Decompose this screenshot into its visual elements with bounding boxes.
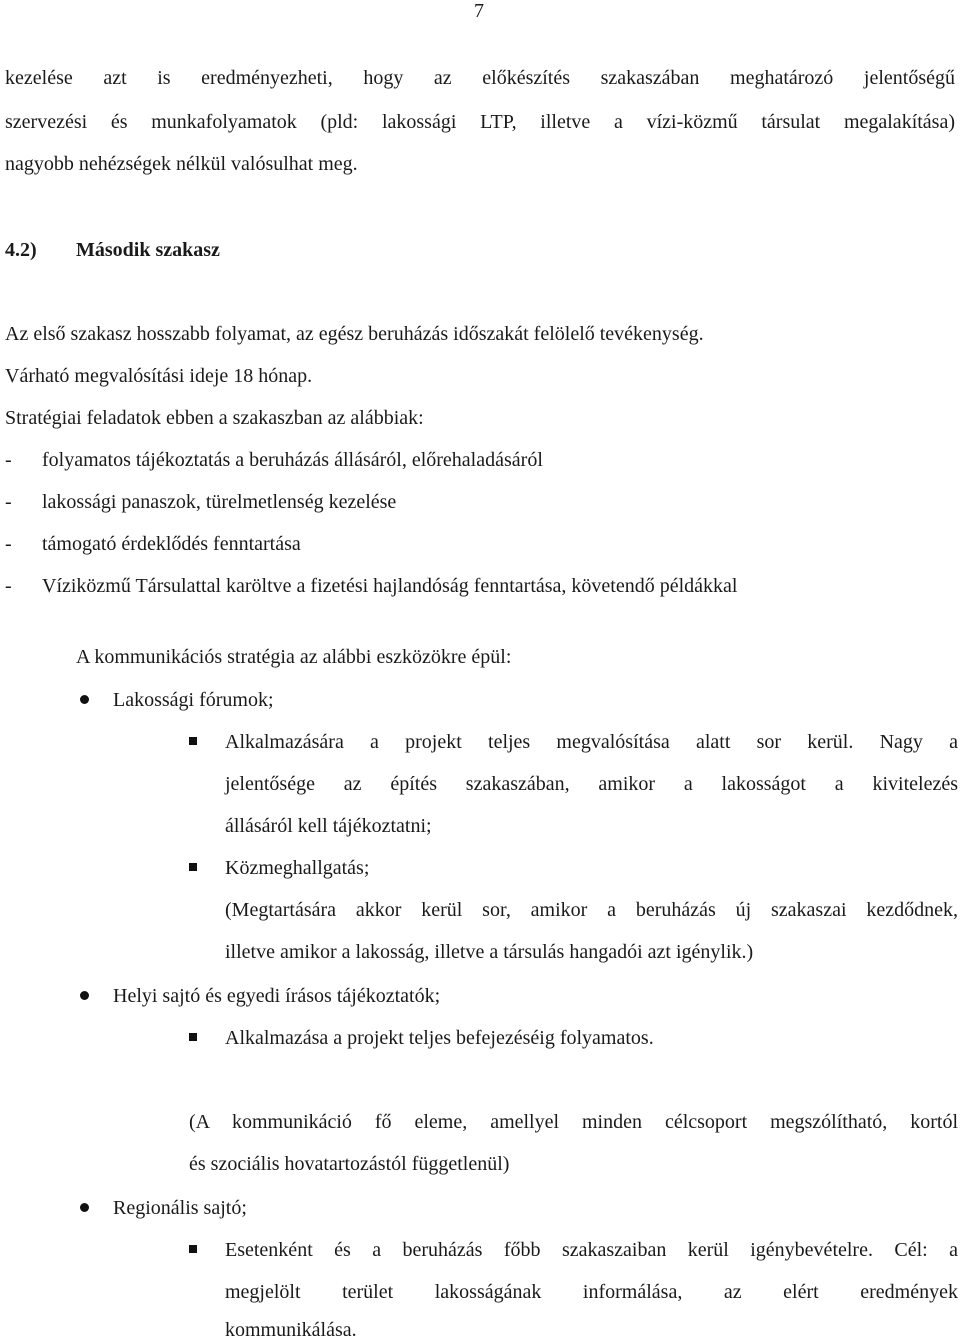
tool-label: Helyi sajtó és egyedi írásos tájékoztatók; xyxy=(113,985,441,1007)
tool-sub-line: Közmeghallgatás; xyxy=(225,857,370,879)
tool-sub-line: illetve amikor a lakosság, illetve a társulás hangadói azt igénylik.) xyxy=(225,941,754,963)
para-line-2: Várható megvalósítási ideje 18 hónap. xyxy=(5,365,313,387)
comm-intro: A kommunikációs stratégia az alábbi eszközökre épül: xyxy=(76,646,512,668)
tool-label: Lakossági fórumok; xyxy=(113,689,274,711)
tool-note-line: (A kommunikáció fő eleme, amellyel minden célcsoport megszólítható, kortól xyxy=(189,1111,958,1133)
intro-line-2: szervezési és munkafolyamatok (pld: lakossági LTP, illetve a vízi-közmű társulat megalakítása) xyxy=(5,111,955,133)
dash-marker: - xyxy=(5,533,12,555)
tool-sub-line: (Megtartására akkor kerül sor, amikor a beruházás új szakaszai kezdődnek, xyxy=(225,899,958,921)
square-bullet xyxy=(189,1033,197,1041)
square-bullet xyxy=(189,737,197,745)
intro-line-3: nagyobb nehézségek nélkül valósulhat meg. xyxy=(5,153,358,175)
tool-sub-line: Alkalmazása a projekt teljes befejezéséig folyamatos. xyxy=(225,1027,654,1049)
tool-sub-line: kommunikálása. xyxy=(225,1319,357,1341)
tool-sub-line: Esetenként és a beruházás főbb szakaszaiban kerül igénybevételre. Cél: a xyxy=(225,1239,958,1261)
tool-label: Regionális sajtó; xyxy=(113,1197,247,1219)
dash-marker: - xyxy=(5,575,12,597)
dash-marker: - xyxy=(5,449,12,471)
section-title: Második szakasz xyxy=(76,239,220,261)
tool-note-line: és szociális hovatartozástól függetlenül) xyxy=(189,1153,510,1175)
page-number: 7 xyxy=(474,0,484,22)
task-text: támogató érdeklődés fenntartása xyxy=(42,533,301,555)
dash-marker: - xyxy=(5,491,12,513)
bullet-dot xyxy=(80,695,89,704)
square-bullet xyxy=(189,1245,197,1253)
para-line-3: Stratégiai feladatok ebben a szakaszban az alábbiak: xyxy=(5,407,424,429)
tool-sub-line: Alkalmazására a projekt teljes megvalósítása alatt sor kerül. Nagy a xyxy=(225,731,958,753)
task-text: lakossági panaszok, türelmetlenség kezelése xyxy=(42,491,397,513)
bullet-dot xyxy=(80,1203,89,1212)
square-bullet xyxy=(189,863,197,871)
intro-line-1: kezelése azt is eredményezheti, hogy az előkészítés szakaszában meghatározó jelentőségű xyxy=(5,67,955,89)
tool-sub-line: megjelölt terület lakosságának informálása, az elért eredmények xyxy=(225,1281,958,1303)
task-text: Víziközmű Társulattal karöltve a fizetési hajlandóság fenntartása, követendő példákkal xyxy=(42,575,738,597)
tool-sub-line: állásáról kell tájékoztatni; xyxy=(225,815,432,837)
para-line-1: Az első szakasz hosszabb folyamat, az egész beruházás időszakát felölelő tevékenység. xyxy=(5,323,704,345)
section-number: 4.2) xyxy=(5,239,37,261)
tool-sub-line: jelentősége az építés szakaszában, amikor a lakosságot a kivitelezés xyxy=(225,773,958,795)
bullet-dot xyxy=(80,991,89,1000)
task-text: folyamatos tájékoztatás a beruházás állásáról, előrehaladásáról xyxy=(42,449,543,471)
